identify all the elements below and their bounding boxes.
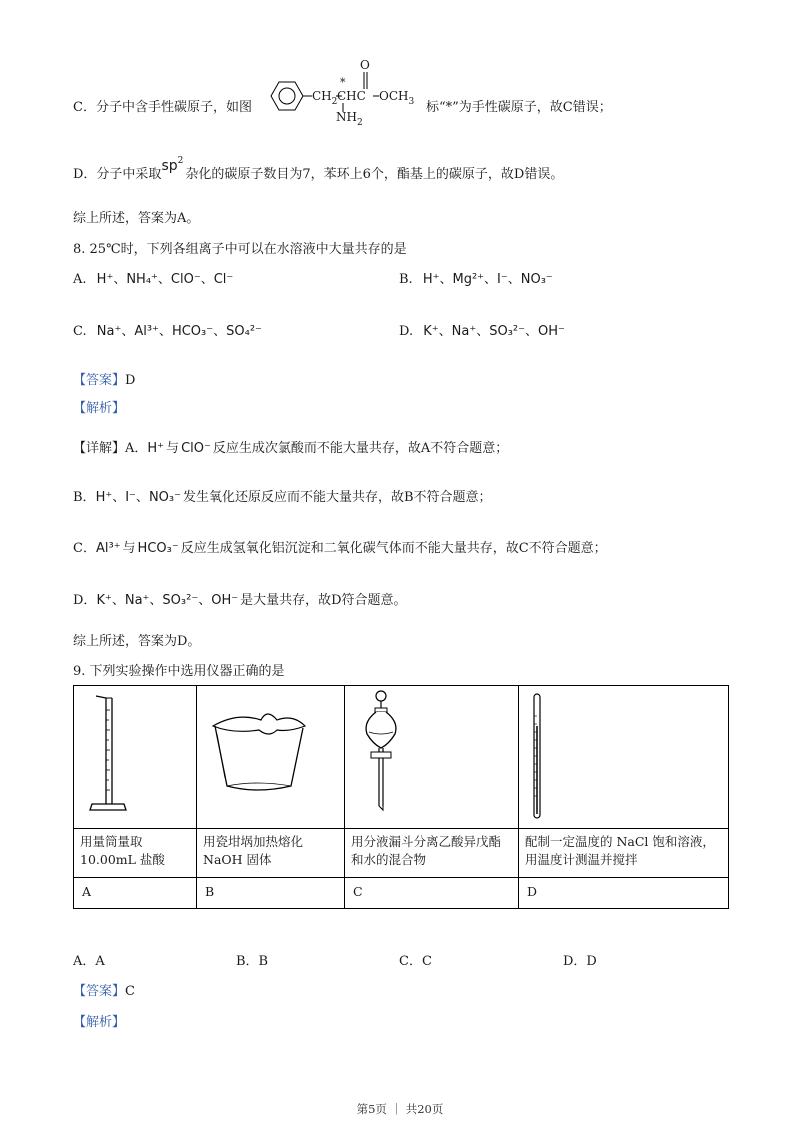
separatory-funnel-icon (345, 686, 517, 826)
structural-formula (265, 58, 425, 126)
crucible-icon (197, 686, 343, 826)
caption-c: 用分液漏斗分离乙酸异戊酯和水的混合物 (351, 834, 502, 867)
formula-nh2: $NH_2$ (336, 110, 363, 128)
caption-b: 用瓷坩埚加热熔化NaOH 固体 (203, 834, 304, 867)
q9-option-c: C．C (399, 954, 432, 969)
q8-option-d: D. K⁺、Na⁺、SO₃²⁻、OH⁻ (399, 324, 565, 339)
q9-answer: 【答案】C (73, 984, 135, 999)
formula-chc: CHC (337, 89, 366, 103)
item-d-line: D．分子中采取$sp^2$杂化的碳原子数目为7，苯环上6个，酯基上的碳原子，故D错误。 (73, 156, 564, 182)
q9-option-b: B．B (236, 954, 269, 969)
q8-answer: 【答案】D (73, 373, 136, 388)
q9-option-d: D．D (563, 954, 597, 969)
cell-measuring-cylinder (74, 686, 197, 829)
formula-och3: $OCH_3$ (379, 89, 415, 107)
formula-ch2: $CH_2$ (312, 89, 338, 107)
q8-option-c: C. Na⁺、Al³⁺、HCO₃⁻、SO₄²⁻ (73, 324, 262, 339)
item-c-text: C．分子中含手性碳原子，如图 (73, 100, 252, 115)
q8-analysis-tag: 【解析】 (73, 401, 126, 416)
q8-stem: 8. 25℃时，下列各组离子中可以在水溶液中大量共存的是 (73, 242, 407, 257)
q8-explain-c: C．Al³⁺ 与 HCO₃⁻ 反应生成氢氧化铝沉淀和二氧化碳气体而不能大量共存，故C不符合题意； (73, 541, 607, 556)
cell-thermometer (519, 686, 729, 829)
q8-explain-a: 【详解】A．H⁺ 与 ClO⁻ 反应生成次氯酸而不能大量共存，故A不符合题意； (73, 441, 509, 456)
caption-d: 配制一定温度的 NaCl 饱和溶液，用温度计测温并搅拌 (525, 834, 715, 867)
label-a: A (82, 884, 92, 899)
formula-carbonyl-o: O (360, 58, 370, 72)
label-b: B (205, 884, 215, 899)
q8-explain-d: D．K⁺、Na⁺、SO₃²⁻、OH⁻ 是大量共存，故D符合题意。 (73, 593, 407, 608)
caption-a: 用量筒量取10.00mL 盐酸 (80, 834, 165, 867)
q9-stem: 9. 下列实验操作中选用仪器正确的是 (73, 664, 285, 679)
item-c-suffix: 标“*”为手性碳原子，故C错误； (426, 100, 612, 115)
thermometer-icon (519, 686, 727, 826)
summary-a: 综上所述，答案为A。 (73, 211, 200, 226)
q8-summary: 综上所述，答案为D。 (73, 634, 201, 649)
label-d: D (527, 884, 538, 899)
cell-crucible (197, 686, 345, 829)
q9-apparatus-table (73, 685, 729, 909)
measuring-cylinder-icon (74, 686, 194, 826)
q9-analysis-tag: 【解析】 (73, 1015, 126, 1030)
q8-explain-b: B．H⁺、I⁻、NO₃⁻ 发生氧化还原反应而不能大量共存，故B不符合题意； (73, 490, 492, 505)
page-footer: 第5页 ｜ 共20页 (356, 1102, 444, 1116)
q8-option-b: B. H⁺、Mg²⁺、I⁻、NO₃⁻ (399, 272, 553, 287)
q9-option-a: A．A (73, 954, 105, 969)
q8-option-a: A. H⁺、NH₄⁺、ClO⁻、Cl⁻ (73, 272, 234, 287)
chiral-star: * (340, 76, 346, 89)
label-c: C (353, 884, 363, 899)
cell-separatory-funnel (345, 686, 519, 829)
